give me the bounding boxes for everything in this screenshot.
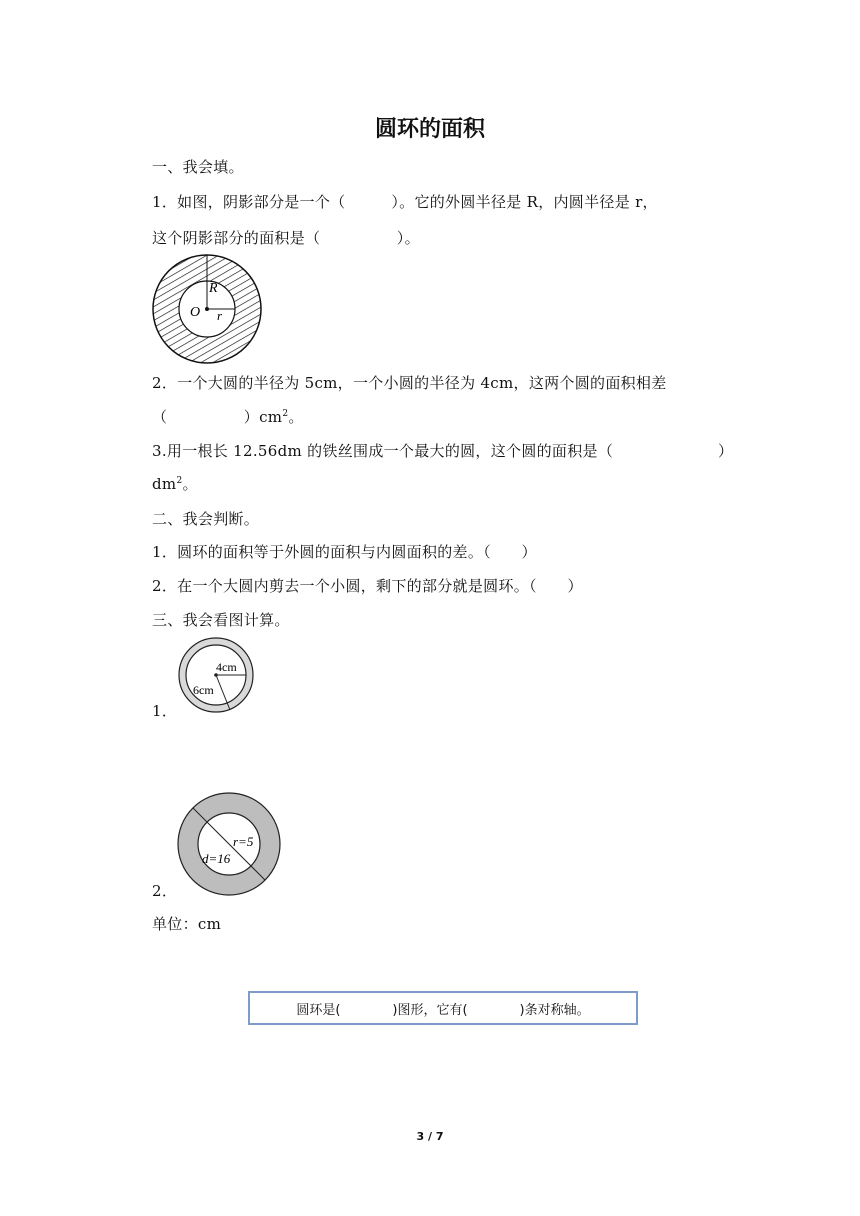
section-3-heading: 三、我会看图计算。 [152, 611, 290, 629]
q2-line-2 [152, 406, 304, 427]
inner-radius-label: r=5 [233, 834, 254, 849]
q3-line-2 [152, 473, 198, 494]
q3-line-1-left: 3.用一根长 12.56dm 的铁丝围成一个最大的圆，这个圆的面积是（ [152, 442, 614, 460]
calc-q2-number: 2． [152, 882, 178, 900]
ring-figure-1 [176, 637, 256, 713]
tip-text: 圆环是( )图形，它有( )条对称轴。 [296, 1002, 590, 1018]
q3-line-1-right: ） [718, 442, 734, 460]
big-radius-label: R [209, 281, 218, 296]
section-1-heading: 一、我会填。 [152, 158, 244, 176]
center-label: O [190, 305, 201, 320]
q1-line-2: 这个阴影部分的面积是（ ）。 [152, 229, 420, 247]
page-number: 3 / 7 [416, 1130, 444, 1143]
page-title: 圆环的面积 [374, 117, 485, 142]
q2-sup: 2 [282, 409, 289, 419]
tip-box [248, 991, 638, 1025]
judge-q1: 1．圆环的面积等于外圆的面积与内圆面积的差。（ ） [152, 543, 537, 561]
q2-close: 。 [288, 408, 304, 426]
q2-blank: （ ）cm [152, 408, 283, 426]
unit-line: 单位：cm [152, 915, 222, 933]
q2-line-1: 2．一个大圆的半径为 5cm，一个小圆的半径为 4cm，这两个圆的面积相差 [152, 374, 667, 392]
small-radius-label: r [217, 308, 223, 323]
judge-q2: 2．在一个大圆内剪去一个小圆，剩下的部分就是圆环。（ ） [152, 577, 583, 595]
q1-line-1: 1．如图，阴影部分是一个（ ）。它的外圆半径是 R，内圆半径是 r， [152, 193, 658, 211]
center-dot [205, 307, 209, 311]
calc-q1-number: 1． [152, 702, 178, 720]
outer-radius-label: 6cm [193, 683, 214, 697]
q3-unit: dm [152, 475, 177, 493]
section-2-heading: 二、我会判断。 [152, 510, 260, 528]
annulus-hatched-figure [150, 253, 264, 365]
inner-radius-label: 4cm [216, 660, 237, 674]
q3-close: 。 [182, 475, 198, 493]
diameter-label: d=16 [202, 851, 231, 866]
q3-sup: 2 [176, 476, 183, 486]
ring-figure-2 [176, 791, 282, 897]
